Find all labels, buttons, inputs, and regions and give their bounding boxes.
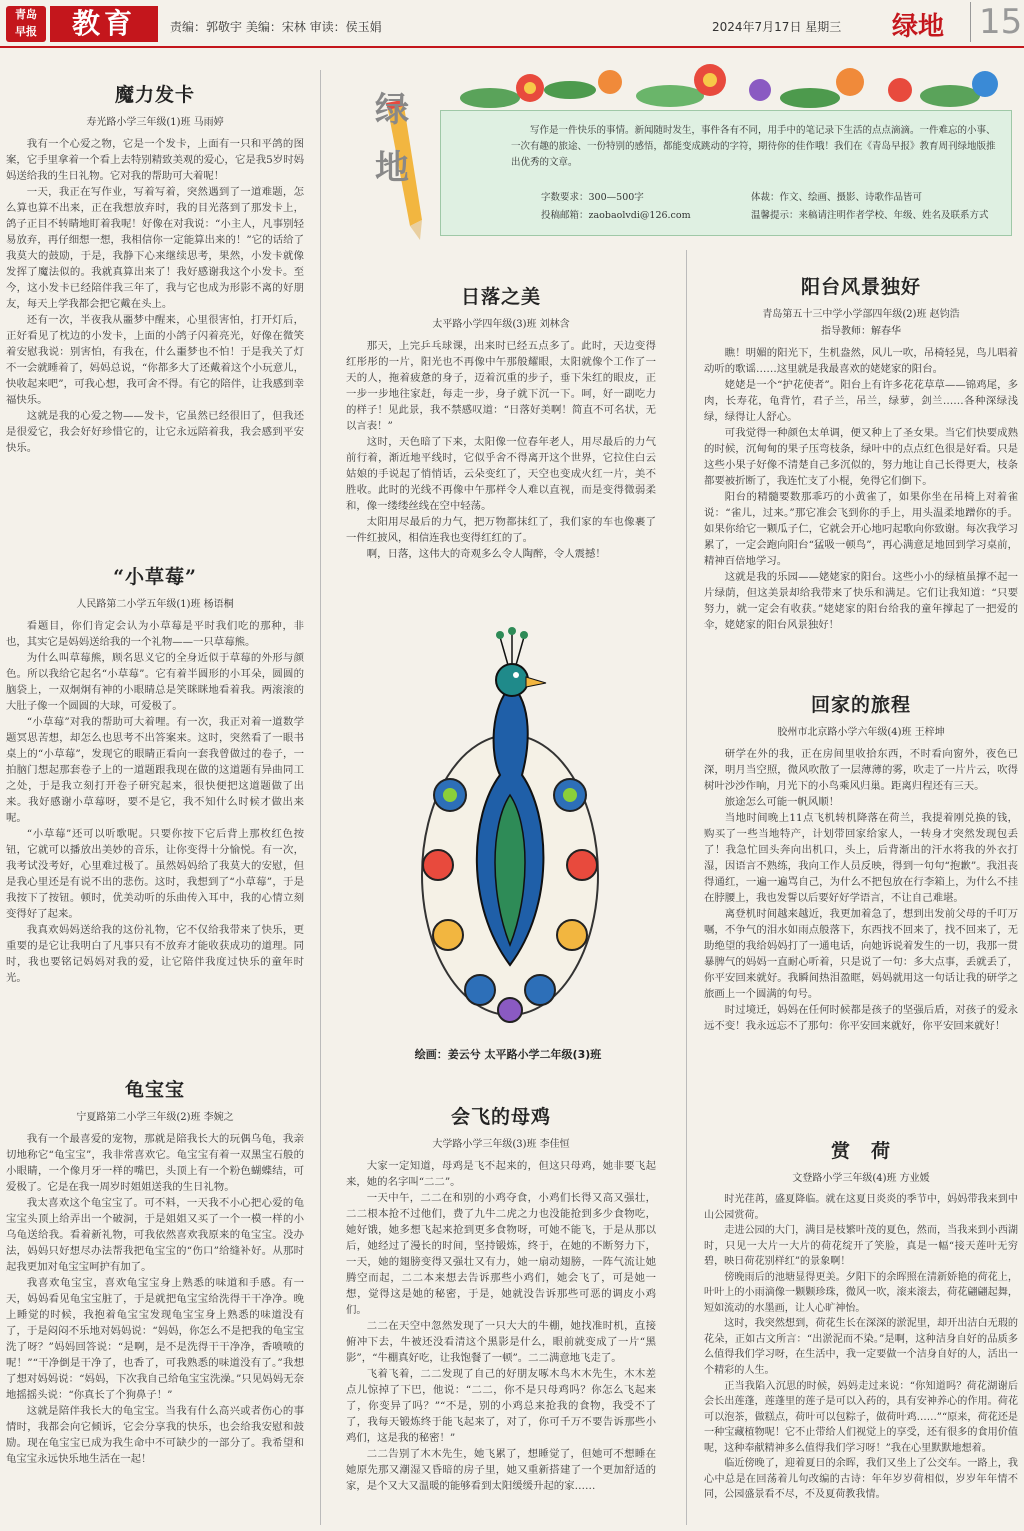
article-paragraph: 还有一次，半夜我从噩梦中醒来，心里很害怕，打开灯后，正好看见了枕边的小发卡，上面的小鸽子闪着亮光，好像在微笑着安慰我说：别害怕，有我在，什么噩梦也不怕！于是我关了灯不一会就睡着了，妈妈总说，“你都多大了还戴着这个小玩意儿，快收起来吧”，可我心想，我可舍不得。有它的陪伴，让我感到幸福快乐。 [6,314,304,406]
banner-title: 绿 地 [375,90,409,188]
article-paragraph: 瞧！明媚的阳光下，生机盎然，风儿一吹，吊椅轻晃，鸟儿唱着动听的歌谣……这里就是我最喜欢的姥姥家的阳台。 [704,347,1018,375]
article-little-strawberry [6,562,304,986]
article-byline: 文登路小学三年级(4)班 方业媛 [792,1173,930,1184]
article-paragraph: 二二在天空中忽然发现了一只大大的牛棚，她找准时机，直接俯冲下去，牛被还没看清这个黑影是什么，眼前就变成了一片“黑影”，“牛棚真好吃，让我饱餐了一顿”。二二满意地飞走了。 [346,1320,656,1364]
peacock-illustration [420,625,600,1033]
article-journey-home [704,690,1018,1034]
article-byline: 大学路小学三年级(3)班 李佳恒 [432,1139,570,1150]
article-paragraph: 离登机时间越来越近，我更加着急了，想到出发前父母的千叮万嘱，不争气的泪水如雨点般落下，东西找不回来了，找不回来了，无助绝望的我给妈妈打了一通电话，向她诉说着发生的一切，我那一贯暴脾气的妈妈一直耐心听着，只是说了一句：多大点事，丢就丢了，你平安回来就好。我瞬间热泪盈眶，妈妈就用这一句话让我的研学之旅画上一个圆满的句号。 [704,908,1018,1000]
article-paragraph: 我有一个心爱之物，它是一个发卡，上面有一只和平鸽的图案，它手里拿着一个看上去特别精致美观的爱心，它是我5岁时妈妈送给我的生日礼物。它对我的帮助可大着呢！ [6,138,304,182]
article-title: 魔力发卡 [114,84,195,106]
article-byline: 寿光路小学三年级(1)班 马雨婷 [86,117,224,128]
issue-date: 2024年7月17日 星期三 [712,20,842,34]
newspaper-logo: 青岛 早报 [6,6,46,42]
article-title: 赏 荷 [830,1140,891,1162]
article-title: 会飞的母鸡 [450,1106,551,1128]
article-title: 龟宝宝 [124,1079,185,1101]
article-paragraph: 我喜欢龟宝宝，喜欢龟宝宝身上熟悉的味道和手感。有一天，妈妈看见龟宝宝脏了，于是就把龟宝宝给洗得干干净净。晚上睡觉的时候，我抱着龟宝宝发现龟宝宝身上熟悉的味道没有了，于是闷闷不乐地对妈妈说：“妈妈，你怎么不是把我的龟宝宝洗了呀？”妈妈回答说：“是啊，是不是洗得干干净净，香喷喷的呢！”“干净倒是干净了，也香了，可我熟悉的味道没有了。”我想了想对妈妈说：“妈妈，下次我自己给龟宝宝洗澡。”只见妈妈无奈地摇摇头说：“你真长了个狗鼻子！” [6,1277,304,1401]
page-name: 绿地 [892,12,945,42]
article-paragraph: 时光荏苒，盛夏降临。就在这夏日炎炎的季节中，妈妈带我来到中山公园赏荷。 [704,1194,1018,1221]
article-paragraph: 我真欢妈妈送给我的这份礼物，它不仅给我带来了快乐，更重要的是它让我明白了凡事只有不放弃才能收获成功的道理。同时，我也要铭记妈妈对我的爱，让它陪伴我度过快乐的童年时光。 [6,924,304,984]
article-title: “小草莓” [113,566,197,588]
submission-email: 投稿邮箱：zaobaolvdi@126.com [541,210,691,221]
article-paragraph: 这就是我的乐园——姥姥家的阳台。这些小小的绿植虽撑不起一片绿荫，但这美景却给我带来了快乐和满足。它们让我知道：“只要努力，就一定会有收获。”姥姥家的阳台给我的童年撑起了一把爱的伞，姥姥家的阳台风景独好！ [704,571,1018,631]
article-paragraph: 当地时间晚上11点飞机转机降落在荷兰，我提着刚兑换的钱，购买了一些当地特产，计划带回家给家人，一转身才突然发现包丢了！我急忙回头奔向出机口，头上，后背渐出的汗水将我的外衣打湿，因语言不熟练，我向工作人员反映，得到一句句“抱歉”。我沮丧得通红，一遍一遍骂自己，为什么不把包放在行李箱上，为什么不挂在脖腰上，我也发誓以后要好好学语言，不让自己难堪。 [704,812,1018,904]
article-byline: 胶州市北京路小学六年级(4)班 王梓坤 [777,727,945,738]
article-paragraph: 旅途怎么可能一帆风顺！ [724,796,840,808]
article-byline: 宁夏路第二小学三年级(2)班 李婉之 [76,1112,234,1123]
warm-reminder: 温馨提示：来稿请注明作者学校、年级、姓名及联系方式 [751,210,989,221]
word-count-requirement: 字数要求：300—500字 [541,192,644,203]
article-lotus-viewing [704,1136,1018,1503]
article-paragraph: 这就是我的心爱之物——发卡，它虽然已经很旧了，但我还是很爱它，我会好好珍惜它的，让它永远陪着我，我会感到平安快乐。 [6,410,304,454]
article-paragraph: 这就是陪伴我长大的龟宝宝。当我有什么高兴或者伤心的事情时，我都会向它倾诉，它会分享我的快乐，也会给我安慰和鼓励。现在龟宝宝已成为我生命中不可缺少的一部分了。我希望和龟宝宝永远快乐地生活在一起！ [6,1405,304,1465]
genre-requirement: 体裁：作文、绘画、摄影、诗歌作品皆可 [751,192,923,203]
article-balcony-scenery [704,272,1018,633]
article-paragraph: 我有一个最喜爱的宠物，那就是陪我长大的玩偶乌龟，我亲切地称它“龟宝宝”，我非常喜欢它。龟宝宝有着一双黑宝石般的小眼睛，一个像月牙一样的嘴巴，头顶上有一个粉色蝴蝶结，可爱极了。它是在我一周岁时姐姐送我的生日礼物。 [6,1133,304,1193]
article-paragraph: 一天中午，二二在和别的小鸡夺食，小鸡们长得又高又强壮，二二根本抢不过他们，费了九牛二虎之力也没能抢到多少食物吃，她好饿，她多想飞起来抢到更多食物呀，可她不能飞，于是从那以后，她经过了漫长的时间，坚持锻炼，终于，在她的不断努力下，一天，她的翅膀变得又强壮又有力，她一扇动翅膀，一阵气流让她腾空而起，二二本来想去告诉那些小鸡们，她会飞了，可是她一想，觉得这是她的秘密，于是，她就没告诉那些可恶的调皮小鸡们。 [346,1192,656,1316]
article-paragraph: 太阳用尽最后的力气，把万物都抹红了，我们家的车也像裹了一件红披风，相信连我也变得红红的了。 [346,516,656,544]
article-paragraph: 这时，我突然想到，荷花生长在深深的淤泥里，却开出洁白无瑕的花朵，正如古文所言：“出淤泥而不染。”是啊，这种洁身自好的品质多么值得我们学习呀，在生活中，我一定要做一个洁身自好的人，活出一个精彩的人生。 [704,1318,1018,1377]
article-paragraph: 飞着飞着，二二发现了自己的好朋友啄木鸟木木先生，木木差点儿惊掉了下巴，他说：“二二，你不是只母鸡吗？你怎么飞起来了，你变异了吗？”“不是，别的小鸡总来抢我的食物，我受不了了，我每天锻炼终于能飞起来了，对了，你可千万不要告诉那些小鸡们，这是我的秘密！” [346,1368,656,1444]
article-paragraph: 那天，上完乒乓球课，出来时已经五点多了。此时，天边变得红彤彤的一片，阳光也不再像中午那般耀眼，太阳就像个工作了一天的人，拖着疲惫的身子，迈着沉重的步子，垂下朱红的眼皮，正一步一步地往家赶，每走一步，身子就下沉一下。呵，好一副吃力的样子！见此景，我不禁感叹道：“日落好美啊！简直不可名状，无以言表！” [346,340,656,432]
article-magic-hairpin [6,80,304,456]
article-paragraph: 走进公园的大门，满目是枝繁叶茂的夏色，然而，当我来到小西湖时，只见一大片一大片的荷花绽开了笑脸，真是一幅“接天莲叶无穷碧，映日荷花别样红”的景象啊！ [704,1225,1018,1268]
article-paragraph: 时过境迁，妈妈在任何时候都是孩子的坚强后盾，对孩子的爱永远不变！我永远忘不了那句：你平安回来就好，你平安回来就好！ [704,1004,1018,1032]
article-paragraph: 傍晚雨后的池塘显得更美。夕阳下的余晖照在清新娇艳的荷花上，叶叶上的小雨滴像一颗颗珍珠，微风一吹，滚来滚去，荷花翩翩起舞，短如流动的水墨画，让人心旷神怡。 [704,1271,1018,1314]
article-paragraph: 一天，我正在写作业，写着写着，突然遇到了一道难题，怎么算也算不出来，正在我想放弃时，我的目光落到了那发卡上，鸽子正目不转睛地盯着我呢！好像在对我说：“小主人，凡事别轻易放弃，再仔细想一想，我相信你一定能算出来的！”它的话给了我莫大的鼓励，于是，我静下心来继续思考，果然，小发卡就像发挥了魔法似的。我就真算出来了！我好感谢我这个小发卡。至今，这小发卡已经陪伴我三年了，我与它也成为形影不离的好朋友，每天上学我都会把它戴在头上。 [6,186,304,310]
article-teacher: 指导教师：解春华 [821,326,901,337]
editor-credits: 责编：郭敬宇 美编：宋林 审读：侯玉娟 [170,20,382,34]
article-paragraph: 正当我陷入沉思的时候，妈妈走过来说：“你知道吗？荷花湖谢后会长出莲蓬，莲蓬里的莲子是可以入药的，具有安神养心的作用。荷花可以泡茶，做糕点，荷叶可以包粽子，做荷叶鸡……”“原来，荷花还是一种宝藏植物呢！它不止带给人们视觉上的享受，还有很多的食用价值呢，这种奉献精神多么值得我们学习呀！”我在心里默默地想着。 [704,1380,1018,1454]
article-paragraph: 这时，天色暗了下来，太阳像一位春年老人，用尽最后的力气前行着，渐近地平线时，它似乎舍不得离开这个世界，它拉住白云姑娘的手说起了悄悄话，云朵变红了，天空也变成火红一片，美不胜收。此时的光线不再像中午那样令人难以直视，而是变得微弱柔和，像一缕缕丝线在空中轻荡。 [346,436,656,512]
article-title: 阳台风景独好 [800,276,921,298]
article-byline: 青岛第五十三中学小学部四年级(2)班 赵钧浩 [762,309,960,320]
column-divider-1 [320,70,321,1525]
article-paragraph: 临近傍晚了，迎着夏日的余晖，我们又坐上了公交车。一路上，我心中总是在回荡着儿句改编的古诗：年年岁岁荷相似，岁岁年年情不同，公园盛景看不尽，不及夏荷教我情。 [704,1458,1018,1501]
illustration-caption: 绘画：姜云兮 太平路小学二年级(3)班 [414,1048,602,1061]
article-turtle-baby [6,1075,304,1467]
article-paragraph: “小草莓”还可以听歌呢。只要你按下它后背上那枚红色按钮，它就可以播放出美妙的音乐，让你变得十分愉悦。有一次，我考试没考好，心里难过极了。虽然妈妈给了我莫大的安慰，但是我心里还是有说不出的悲伤。这时，我想到了“小草莓”，于是我按下了按钮。顿时，优美动听的乐曲传入耳中，我的心情立刻变得好了起来。 [6,828,304,920]
article-paragraph: 可我觉得一种颜色太单调，便又种上了圣女果。当它们快要成熟的时候，沉甸甸的果子压弯枝条，绿叶中的点点红色很是好看。只是这些小果子好像不清楚自己多沉似的，努力地让自己长得更大，枝条都要被折断了，我连忙支了小棍，免得它们倒下。 [704,427,1018,487]
article-title: 日落之美 [460,286,541,308]
article-paragraph: “小草莓”对我的帮助可大着哩。有一次，我正对着一道数学题冥思苦想，却怎么也思考不出答案来。这时，突然看了一眼书桌上的“小草莓”，发现它的眼睛正看向一套我曾做过的卷子，一拍脑门想起那套卷子上的一道题跟我现在做的这道题有异曲同工之处，于是我立刻打开卷子研究起来，很快便把这道题做了出来。我好感谢小草莓呀，要不是它，我不知什么时候才做出来呢。 [6,716,304,824]
article-paragraph: 大家一定知道，母鸡是飞不起来的，但这只母鸡，她非要飞起来，她的名字叫“二二”。 [346,1160,656,1188]
article-paragraph: 姥姥是一个“护花使者”。阳台上有许多花花草草——锦鸡尾，多肉，长寿花，龟背竹，君子兰，吊兰，绿萝，剑兰……各种深绿浅绿，绿得让人舒心。 [704,379,1018,423]
page-number: 15 [970,2,1022,42]
article-paragraph: 看题目，你们肯定会认为小草莓是平时我们吃的那种，非也，其实它是妈妈送给我的一个礼物——一只草莓熊。 [6,620,304,648]
article-paragraph: 二二告别了木木先生，她飞累了，想睡觉了，但她可不想睡在她原先那又潮湿又昏暗的房子里，她又重新搭建了一个更加舒适的家，是个又大又温暖的能够看到太阳缓缓升起的家…… [346,1448,656,1492]
article-byline: 太平路小学四年级(3)班 刘林含 [432,319,570,330]
submission-notice [440,110,1012,236]
article-sunset-beauty [346,282,656,562]
article-title: 回家的旅程 [810,694,911,716]
article-paragraph: 啊，日落，这伟大的奇观多么令人陶醉，令人震撼！ [366,548,606,560]
article-paragraph: 我太喜欢这个龟宝宝了。可不料，一天我不小心把心爱的龟宝宝头顶上给弄出一个破洞，于是姐姐又买了一个一模一样的小乌龟送给我。看着新礼物，可我依然喜欢我原来的龟宝宝。没办法，妈妈只好想尽办法帮我把龟宝宝的“伤口”给缝补好。从那时起我更加对龟宝宝呵护有加了。 [6,1197,304,1273]
article-byline: 人民路第二小学五年级(1)班 杨语桐 [76,599,234,610]
section-name: 教育 [50,6,158,42]
article-paragraph: 阳台的精髓要数那乖巧的小黄雀了，如果你坐在吊椅上对着雀说：“雀儿，过来。”那它准会飞到你的手上，用头温柔地蹭你的手。如果你给它一颗瓜子仁，它就会开心地叼起歌向你致谢。每次我学习累了，一定会跑向阳台“猛吸一顿鸟”，再心满意足地回到学习桌前，精神百倍地学习。 [704,491,1018,567]
lvdi-banner [370,60,1015,238]
column-divider-2 [686,250,687,1525]
article-paragraph: 为什么叫草莓熊，顾名思义它的全身近似于草莓的外形与颜色。所以我给它起名“小草莓”。它有着半圆形的小耳朵，圆圆的脑袋上，一双炯炯有神的小眼睛总是笑眯眯地看着我。两滚滚的大肚子像一个圆圆的大球，可爱极了。 [6,652,304,712]
article-paragraph: 研学在外的我，正在房间里收拾东西，不时看向窗外，夜色已深，明月当空照，微风吹散了一层薄薄的雾，吹走了一片片云，吹得树叶沙沙作响，月光下的小鸟乘风归巢。距离归程还有三天。 [704,748,1018,792]
page-header [0,0,1024,48]
banner-intro: 写作是一件快乐的事情。新闻随时发生，事件各有不同，用手中的笔记录下生活的点点滴滴。一件难忘的小事、一次有趣的旅途、一份特别的感悟，都能变成跳动的字符，期待你的佳作哦！我们在《青岛早报》教育周刊绿地版推出优秀的文章。 [511,125,996,168]
article-flying-hen [346,1102,656,1494]
